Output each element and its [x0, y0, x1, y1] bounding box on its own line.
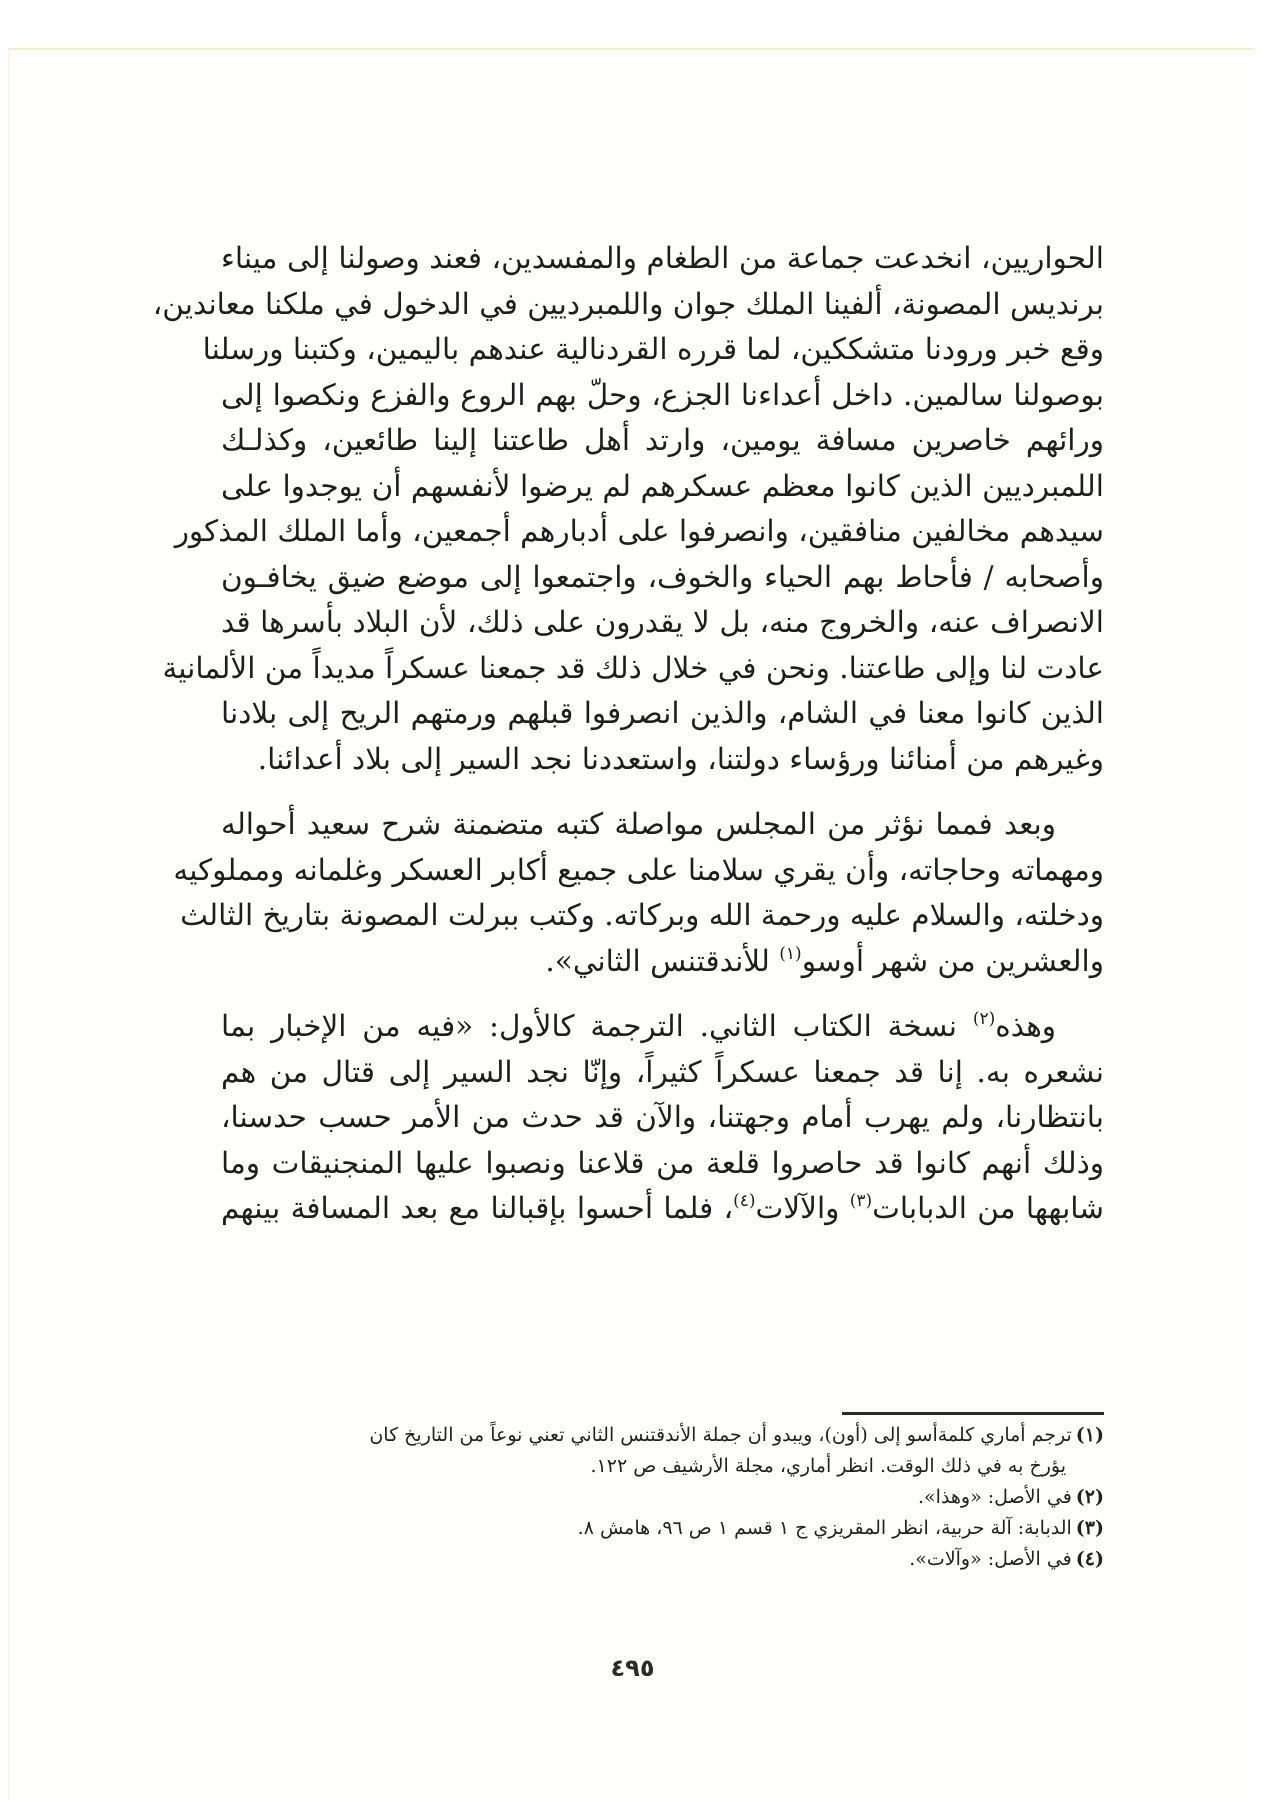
- footnote-3: [221, 1513, 1104, 1544]
- text-segment: والآلات: [755, 1191, 850, 1225]
- footnote-number: (٢): [1075, 1486, 1104, 1508]
- text-line: نشعره به. إنا قد جمعنا عسكراً كثيراً، وإنّا نجد السير إلى قتال من هم: [221, 1054, 1104, 1089]
- text-line: [221, 939, 1104, 985]
- text-line: سيدهم مخالفين منافقين، وانصرفوا على أدبارهم أجمعين، وأما الملك المذكور: [174, 514, 1104, 548]
- text-line: برنديس المصونة، ألفينا الملك جوان واللمبرديين في الدخول في ملكنا معاندين،: [152, 286, 1104, 321]
- text-segment: نسخة الكتاب الثاني. الترجمة كالأول: «فيه من الإخبار بما: [221, 1009, 973, 1043]
- text-segment: والعشرين من شهر أوسو: [801, 943, 1104, 978]
- page-number: ٤٩٥: [610, 1654, 655, 1682]
- text-line: الذين كانوا معنا في الشام، والذين انصرفوا قبلهم ورمتهم الريح إلى بلادنا: [221, 696, 1104, 730]
- paragraph-1: [152, 236, 1104, 782]
- text-line: وأصحابه / فأحاط بهم الحياء والخوف، واجتمعوا إلى موضع ضيق يخافـون: [221, 559, 1104, 594]
- footnote-text: الدبابة: آلة حربية، انظر المقريزي ج ١ قسم ١ ص ٩٦، هامش ٨.: [577, 1517, 1072, 1539]
- text-line: عادت لنا وإلى طاعتنا. ونحن في خلال ذلك قد جمعنا عسكراً مديداً من الألمانية: [162, 650, 1104, 685]
- text-line: بانتظارنا، ولم يهرب أمام وجهتنا، والآن قد حدث من الأمر حسب حدسنا،: [221, 1100, 1104, 1134]
- footnote-ref-2[interactable]: (٢): [972, 1009, 996, 1029]
- footnote-1: [221, 1420, 1104, 1482]
- footnote-text: في الأصل: «وهذا».: [918, 1486, 1072, 1508]
- text-line: ورائهم خاصرين مسافة يومين، وارتد أهل طاعتنا إلينا طائعين، وكذلـك: [221, 423, 1104, 457]
- text-segment: شابهها من الدبابات: [872, 1191, 1104, 1225]
- footnote-ref-1[interactable]: (١): [779, 943, 802, 964]
- footnote-4: [221, 1544, 1104, 1575]
- footnote-2: [221, 1482, 1104, 1513]
- text-line: الانصراف عنه، والخروج منه، بل لا يقدرون على ذلك، لأن البلاد بأسرها قد: [221, 605, 1104, 639]
- text-line: وذلك أنهم كانوا قد حاصروا قلعة من قلاعنا ونصبوا عليها المنجنيقات وما: [221, 1145, 1104, 1180]
- footnote-text: ترجم أماري كلمةأسو إلى (أون)، ويبدو أن جملة الأندقتنس الثاني تعني نوعاً من التاريخ كان: [369, 1424, 1072, 1446]
- footnote-continuation: يؤرخ به في ذلك الوقت. انظر أماري، مجلة الأرشيف ص ١٢٢.: [590, 1455, 1066, 1477]
- footnotes: [221, 1420, 1104, 1575]
- main-text: [152, 236, 1104, 1232]
- text-segment: للأندقتنس الثاني».: [545, 943, 780, 978]
- footnote-number: (٣): [1075, 1517, 1104, 1539]
- text-line: وقع خبر ورودنا متشككين، لما قرره القردنالية عندهم باليمين، وكتبنا ورسلنا: [202, 332, 1104, 366]
- footnote-number: (٤): [1075, 1548, 1104, 1570]
- text-line: وبعد فمما نؤثر من المجلس مواصلة كتبه متضمنة شرح سعيد أحواله: [221, 807, 1056, 841]
- text-line: اللمبرديين الذين كانوا معظم عسكرهم لم يرضوا لأنفسهم أن يوجدوا على: [221, 468, 1104, 503]
- text-line: ومهماته وحاجاته، وأن يقري سلامنا على جميع أكابر العسكر وغلمانه ومملوكيه: [173, 852, 1104, 887]
- paragraph-2: [173, 802, 1104, 984]
- text-segment: وهذه: [995, 1009, 1056, 1043]
- paragraph-3: [221, 1004, 1104, 1232]
- text-segment: ، فلما أحسوا بإقبالنا مع بعد المسافة بينهم: [221, 1191, 734, 1225]
- footnote-ref-4[interactable]: (٤): [733, 1191, 756, 1211]
- text-line: وغيرهم من أمنائنا ورؤساء دولتنا، واستعددنا نجد السير إلى بلاد أعدائنا.: [257, 741, 1104, 776]
- footnote-ref-3[interactable]: (٣): [849, 1191, 873, 1211]
- footnote-text: في الأصل: «وآلات».: [909, 1548, 1072, 1570]
- text-line: ودخلته، والسلام عليه ورحمة الله وبركاته. وكتب ببرلت المصونة بتاريخ الثالث: [180, 898, 1104, 932]
- footnote-number: (١): [1075, 1424, 1104, 1446]
- text-line: [221, 1004, 1104, 1050]
- text-line: الحواريين، انخدعت جماعة من الطغام والمفسدين، فعند وصولنا إلى ميناء: [221, 241, 1104, 275]
- footnote-separator: [842, 1412, 1104, 1415]
- text-line: بوصولنا سالمين. داخل أعداءنا الجزع، وحلّ بهم الروع والفزع ونكصوا إلى: [221, 377, 1104, 412]
- text-line: [221, 1186, 1104, 1232]
- book-page: [8, 48, 1255, 1800]
